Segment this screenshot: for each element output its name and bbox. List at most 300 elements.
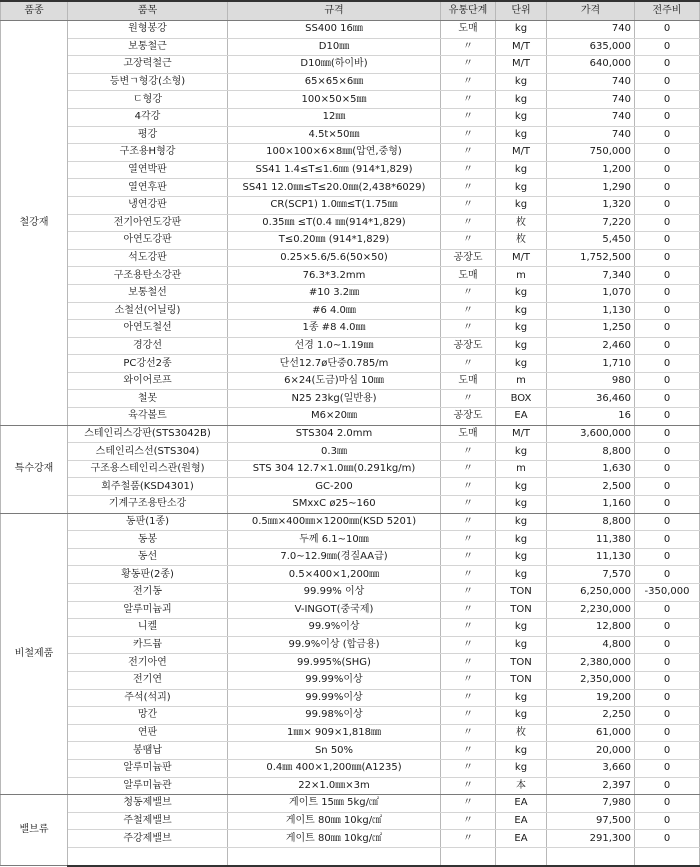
- item-spec: SS41 12.0㎜≤T≤20.0㎜(2,438*6029): [228, 179, 441, 197]
- item-price: 740: [547, 91, 635, 109]
- table-row: [1, 689, 700, 707]
- item-spec: 76.3*3.2mm: [228, 267, 441, 285]
- table-row: [1, 548, 700, 566]
- item-price: 635,000: [547, 38, 635, 56]
- item-price: 740: [547, 126, 635, 144]
- item-price: 2,500: [547, 478, 635, 496]
- item-name: 열연후판: [68, 179, 228, 197]
- item-unit: kg: [496, 21, 547, 39]
- item-unit: [496, 847, 547, 865]
- item-name: 카드뮴: [68, 636, 228, 654]
- item-price: 291,300: [547, 830, 635, 848]
- item-unit: kg: [496, 355, 547, 373]
- table-row: [1, 759, 700, 777]
- item-price: 3,600,000: [547, 425, 635, 443]
- table-row: [1, 108, 700, 126]
- item-spec: 100×100×6×8㎜(압연,중형): [228, 144, 441, 162]
- table-row: [1, 249, 700, 267]
- item-weekly-change: 0: [635, 566, 700, 584]
- item-weekly-change: 0: [635, 126, 700, 144]
- item-spec: 1종 #8 4.0㎜: [228, 320, 441, 338]
- item-price: 19,200: [547, 689, 635, 707]
- item-name: 동봉: [68, 531, 228, 549]
- item-distribution: 〃: [441, 566, 496, 584]
- header-row: [1, 1, 700, 21]
- item-distribution: 공장도: [441, 249, 496, 267]
- item-unit: kg: [496, 108, 547, 126]
- item-price: 7,980: [547, 795, 635, 813]
- item-distribution: 〃: [441, 478, 496, 496]
- item-distribution: 〃: [441, 619, 496, 637]
- item-name: 평강: [68, 126, 228, 144]
- item-price: 1,752,500: [547, 249, 635, 267]
- item-unit: kg: [496, 126, 547, 144]
- table-row: [1, 337, 700, 355]
- item-name: 전기아연도강판: [68, 214, 228, 232]
- table-row: [1, 284, 700, 302]
- item-unit: kg: [496, 284, 547, 302]
- item-distribution: 〃: [441, 144, 496, 162]
- item-distribution: 〃: [441, 232, 496, 250]
- item-distribution: 〃: [441, 214, 496, 232]
- item-unit: TON: [496, 671, 547, 689]
- item-distribution: 〃: [441, 601, 496, 619]
- table-row: [1, 513, 700, 531]
- table-row: [1, 267, 700, 285]
- item-name: 전기연: [68, 671, 228, 689]
- item-price: 7,220: [547, 214, 635, 232]
- item-price: 20,000: [547, 742, 635, 760]
- item-unit: kg: [496, 179, 547, 197]
- item-name: 전기아연: [68, 654, 228, 672]
- item-price: 1,290: [547, 179, 635, 197]
- table-row: [1, 161, 700, 179]
- table-row: [1, 232, 700, 250]
- item-weekly-change: 0: [635, 355, 700, 373]
- item-distribution: 〃: [441, 496, 496, 514]
- item-price: 740: [547, 108, 635, 126]
- item-unit: 枚: [496, 214, 547, 232]
- item-weekly-change: 0: [635, 56, 700, 74]
- item-spec: 99.99% 이상: [228, 584, 441, 602]
- item-spec: CR(SCP1) 1.0㎜≤T(1.75㎜: [228, 196, 441, 214]
- item-weekly-change: 0: [635, 812, 700, 830]
- table-row: [1, 302, 700, 320]
- item-spec: D10㎜(하이바): [228, 56, 441, 74]
- item-unit: TON: [496, 654, 547, 672]
- item-spec: 12㎜: [228, 108, 441, 126]
- item-spec: N25 23kg(일반용): [228, 390, 441, 408]
- item-weekly-change: 0: [635, 548, 700, 566]
- item-spec: 99.99%이상: [228, 689, 441, 707]
- item-weekly-change: 0: [635, 795, 700, 813]
- item-name: 원형봉강: [68, 21, 228, 39]
- item-name: 냉연강판: [68, 196, 228, 214]
- item-unit: kg: [496, 302, 547, 320]
- item-weekly-change: 0: [635, 531, 700, 549]
- table-row: [1, 126, 700, 144]
- item-distribution: 〃: [441, 108, 496, 126]
- item-spec: 99.9%이상 (합금용): [228, 636, 441, 654]
- item-spec: GC-200: [228, 478, 441, 496]
- item-name: 소철선(어닐링): [68, 302, 228, 320]
- item-spec: 선경 1.0∼1.19㎜: [228, 337, 441, 355]
- item-price: 16: [547, 408, 635, 426]
- table-row: [1, 654, 700, 672]
- item-spec: 1㎜× 909×1,818㎜: [228, 724, 441, 742]
- item-weekly-change: 0: [635, 408, 700, 426]
- item-weekly-change: 0: [635, 161, 700, 179]
- item-name: 알루미늄괴: [68, 601, 228, 619]
- price-table-body: [1, 21, 700, 866]
- item-distribution: 〃: [441, 284, 496, 302]
- item-unit: kg: [496, 320, 547, 338]
- header-item: 품목: [68, 1, 228, 21]
- item-weekly-change: 0: [635, 196, 700, 214]
- item-unit: kg: [496, 759, 547, 777]
- item-spec: 6×24(도금)마심 10㎜: [228, 372, 441, 390]
- item-price: 11,130: [547, 548, 635, 566]
- item-name: 동판(1종): [68, 513, 228, 531]
- table-row: [1, 724, 700, 742]
- item-spec: [228, 847, 441, 865]
- category-cell: 특수강재: [1, 425, 68, 513]
- item-weekly-change: 0: [635, 654, 700, 672]
- item-distribution: 〃: [441, 636, 496, 654]
- item-distribution: 〃: [441, 689, 496, 707]
- item-name: 등변ㄱ형강(소형): [68, 73, 228, 91]
- item-distribution: 〃: [441, 671, 496, 689]
- item-price: 7,340: [547, 267, 635, 285]
- item-name: 동선: [68, 548, 228, 566]
- item-unit: kg: [496, 689, 547, 707]
- item-weekly-change: 0: [635, 478, 700, 496]
- item-distribution: 〃: [441, 390, 496, 408]
- header-weekly-change: 전주비: [635, 1, 700, 21]
- item-weekly-change: 0: [635, 707, 700, 725]
- item-distribution: 〃: [441, 179, 496, 197]
- item-weekly-change: 0: [635, 443, 700, 461]
- item-price: 1,070: [547, 284, 635, 302]
- item-distribution: 도매: [441, 372, 496, 390]
- item-weekly-change: 0: [635, 320, 700, 338]
- item-weekly-change: 0: [635, 232, 700, 250]
- category-cell: 비철제품: [1, 513, 68, 795]
- item-spec: SS400 16㎜: [228, 21, 441, 39]
- item-weekly-change: 0: [635, 372, 700, 390]
- item-distribution: 〃: [441, 759, 496, 777]
- item-distribution: 〃: [441, 320, 496, 338]
- item-name: 주철제밸브: [68, 812, 228, 830]
- item-weekly-change: 0: [635, 671, 700, 689]
- item-price: 750,000: [547, 144, 635, 162]
- item-distribution: [441, 847, 496, 865]
- item-unit: M/T: [496, 425, 547, 443]
- table-row: [1, 443, 700, 461]
- item-name: 스테인리스선(STS304): [68, 443, 228, 461]
- table-row: [1, 372, 700, 390]
- item-spec: 65×65×6㎜: [228, 73, 441, 91]
- item-name: 알루미늄관: [68, 777, 228, 795]
- table-row: [1, 566, 700, 584]
- item-spec: 99.995%(SHG): [228, 654, 441, 672]
- item-weekly-change: 0: [635, 619, 700, 637]
- item-distribution: 〃: [441, 355, 496, 373]
- item-unit: 枚: [496, 724, 547, 742]
- item-spec: D10㎜: [228, 38, 441, 56]
- item-distribution: 〃: [441, 38, 496, 56]
- item-distribution: 〃: [441, 91, 496, 109]
- item-price: 1,250: [547, 320, 635, 338]
- item-unit: kg: [496, 707, 547, 725]
- table-row: [1, 144, 700, 162]
- item-spec: 99.9%이상: [228, 619, 441, 637]
- item-distribution: 〃: [441, 707, 496, 725]
- item-distribution: 〃: [441, 126, 496, 144]
- item-distribution: 공장도: [441, 337, 496, 355]
- item-spec: 게이트 15㎜ 5kg/㎠: [228, 795, 441, 813]
- item-weekly-change: 0: [635, 777, 700, 795]
- table-row: [1, 795, 700, 813]
- item-name: 구조용H형강: [68, 144, 228, 162]
- item-name: 경강선: [68, 337, 228, 355]
- item-distribution: 〃: [441, 724, 496, 742]
- item-price: 61,000: [547, 724, 635, 742]
- item-price: 1,130: [547, 302, 635, 320]
- item-price: 2,380,000: [547, 654, 635, 672]
- item-weekly-change: 0: [635, 425, 700, 443]
- item-price: 2,250: [547, 707, 635, 725]
- header-spec: 규격: [228, 1, 441, 21]
- item-name: PC강선2종: [68, 355, 228, 373]
- item-price: 3,660: [547, 759, 635, 777]
- item-distribution: 〃: [441, 443, 496, 461]
- item-price: 2,460: [547, 337, 635, 355]
- item-unit: kg: [496, 566, 547, 584]
- item-weekly-change: 0: [635, 759, 700, 777]
- item-name: 전기동: [68, 584, 228, 602]
- item-unit: kg: [496, 531, 547, 549]
- table-row: [1, 214, 700, 232]
- item-distribution: 〃: [441, 196, 496, 214]
- item-weekly-change: 0: [635, 73, 700, 91]
- item-distribution: 〃: [441, 777, 496, 795]
- item-name: 청동제밸브: [68, 795, 228, 813]
- item-price: 97,500: [547, 812, 635, 830]
- table-row: [1, 478, 700, 496]
- item-name: 와이어로프: [68, 372, 228, 390]
- item-unit: kg: [496, 478, 547, 496]
- item-unit: kg: [496, 337, 547, 355]
- item-unit: kg: [496, 619, 547, 637]
- table-row: [1, 777, 700, 795]
- item-price: [547, 847, 635, 865]
- item-spec: Sn 50%: [228, 742, 441, 760]
- item-unit: EA: [496, 408, 547, 426]
- item-price: 8,800: [547, 443, 635, 461]
- item-weekly-change: 0: [635, 108, 700, 126]
- item-spec: 22×1.0㎜×3m: [228, 777, 441, 795]
- header-price: 가격: [547, 1, 635, 21]
- table-row: [1, 847, 700, 865]
- item-name: [68, 847, 228, 865]
- header-unit: 단위: [496, 1, 547, 21]
- item-name: 알루미늄판: [68, 759, 228, 777]
- item-distribution: 〃: [441, 73, 496, 91]
- item-price: 1,320: [547, 196, 635, 214]
- item-price: 12,800: [547, 619, 635, 637]
- item-name: 망간: [68, 707, 228, 725]
- item-spec: 0.3㎜: [228, 443, 441, 461]
- table-row: [1, 179, 700, 197]
- item-spec: V-INGOT(중국제): [228, 601, 441, 619]
- item-weekly-change: 0: [635, 496, 700, 514]
- item-weekly-change: [635, 847, 700, 865]
- header-category: 품종: [1, 1, 68, 21]
- item-name: 아연도철선: [68, 320, 228, 338]
- item-unit: TON: [496, 584, 547, 602]
- item-price: 980: [547, 372, 635, 390]
- item-spec: 단선12.7ø단중0.785/m: [228, 355, 441, 373]
- table-row: [1, 390, 700, 408]
- item-name: 철못: [68, 390, 228, 408]
- table-row: [1, 671, 700, 689]
- item-weekly-change: 0: [635, 636, 700, 654]
- item-price: 740: [547, 73, 635, 91]
- item-weekly-change: 0: [635, 724, 700, 742]
- item-unit: kg: [496, 196, 547, 214]
- table-row: [1, 830, 700, 848]
- item-spec: 0.35㎜ ≤T(0.4 ㎜(914*1,829): [228, 214, 441, 232]
- item-distribution: 도매: [441, 425, 496, 443]
- item-spec: STS304 2.0mm: [228, 425, 441, 443]
- item-name: ㄷ형강: [68, 91, 228, 109]
- item-distribution: 〃: [441, 584, 496, 602]
- item-weekly-change: 0: [635, 689, 700, 707]
- item-weekly-change: 0: [635, 249, 700, 267]
- item-unit: 枚: [496, 232, 547, 250]
- item-weekly-change: 0: [635, 284, 700, 302]
- table-row: [1, 619, 700, 637]
- item-distribution: 〃: [441, 460, 496, 478]
- item-distribution: 〃: [441, 531, 496, 549]
- item-price: 2,350,000: [547, 671, 635, 689]
- table-row: [1, 38, 700, 56]
- table-row: [1, 742, 700, 760]
- item-price: 2,397: [547, 777, 635, 795]
- table-row: [1, 355, 700, 373]
- item-price: 640,000: [547, 56, 635, 74]
- item-spec: M6×20㎜: [228, 408, 441, 426]
- table-row: [1, 531, 700, 549]
- item-name: 보통철선: [68, 284, 228, 302]
- item-unit: m: [496, 460, 547, 478]
- item-name: 회주철품(KSD4301): [68, 478, 228, 496]
- item-unit: BOX: [496, 390, 547, 408]
- table-row: [1, 73, 700, 91]
- item-weekly-change: 0: [635, 601, 700, 619]
- item-unit: TON: [496, 601, 547, 619]
- item-weekly-change: 0: [635, 179, 700, 197]
- item-name: 스테인리스강판(STS3042B): [68, 425, 228, 443]
- item-price: 2,230,000: [547, 601, 635, 619]
- table-row: [1, 408, 700, 426]
- item-spec: STS 304 12.7×1.0㎜(0.291kg/m): [228, 460, 441, 478]
- item-price: 5,450: [547, 232, 635, 250]
- item-distribution: 〃: [441, 812, 496, 830]
- table-row: [1, 425, 700, 443]
- item-spec: 100×50×5㎜: [228, 91, 441, 109]
- table-row: [1, 56, 700, 74]
- table-row: [1, 460, 700, 478]
- item-weekly-change: 0: [635, 91, 700, 109]
- item-distribution: 〃: [441, 830, 496, 848]
- item-weekly-change: 0: [635, 390, 700, 408]
- item-name: 아연도강판: [68, 232, 228, 250]
- item-name: 육각볼트: [68, 408, 228, 426]
- item-weekly-change: 0: [635, 513, 700, 531]
- item-spec: 0.25×5.6/5.6(50×50): [228, 249, 441, 267]
- table-row: [1, 584, 700, 602]
- table-row: [1, 636, 700, 654]
- item-spec: 게이트 80㎜ 10kg/㎠: [228, 830, 441, 848]
- item-weekly-change: 0: [635, 214, 700, 232]
- item-distribution: 〃: [441, 161, 496, 179]
- item-unit: kg: [496, 742, 547, 760]
- item-distribution: 도매: [441, 267, 496, 285]
- item-unit: 本: [496, 777, 547, 795]
- item-price: 7,570: [547, 566, 635, 584]
- item-spec: 0.5㎜×400㎜×1200㎜(KSD 5201): [228, 513, 441, 531]
- item-name: 주석(석괴): [68, 689, 228, 707]
- category-cell: 밸브류: [1, 795, 68, 866]
- item-spec: 0.5×400×1,200㎜: [228, 566, 441, 584]
- item-spec: 게이트 80㎜ 10kg/㎠: [228, 812, 441, 830]
- item-name: 봉땜납: [68, 742, 228, 760]
- item-spec: #6 4.0㎜: [228, 302, 441, 320]
- table-row: [1, 601, 700, 619]
- item-weekly-change: 0: [635, 830, 700, 848]
- category-cell: 철강재: [1, 21, 68, 426]
- item-name: 고장력철근: [68, 56, 228, 74]
- item-name: 기계구조용탄소강: [68, 496, 228, 514]
- item-spec: T≤0.20㎜ (914*1,829): [228, 232, 441, 250]
- table-row: [1, 812, 700, 830]
- table-row: [1, 21, 700, 39]
- item-weekly-change: 0: [635, 302, 700, 320]
- item-price: 11,380: [547, 531, 635, 549]
- item-price: 4,800: [547, 636, 635, 654]
- item-weekly-change: 0: [635, 38, 700, 56]
- item-spec: 99.99%이상: [228, 671, 441, 689]
- item-unit: M/T: [496, 38, 547, 56]
- item-spec: 0.4㎜ 400×1,200㎜(A1235): [228, 759, 441, 777]
- item-price: 6,250,000: [547, 584, 635, 602]
- item-name: 열연박판: [68, 161, 228, 179]
- item-distribution: 〃: [441, 742, 496, 760]
- item-weekly-change: 0: [635, 460, 700, 478]
- item-weekly-change: 0: [635, 742, 700, 760]
- item-name: 주강제밸브: [68, 830, 228, 848]
- item-spec: SS41 1.4≤T≤1.6㎜ (914*1,829): [228, 161, 441, 179]
- item-unit: kg: [496, 496, 547, 514]
- table-row: [1, 91, 700, 109]
- item-name: 구조용탄소강관: [68, 267, 228, 285]
- item-spec: SMxxC ø25∼160: [228, 496, 441, 514]
- item-name: 석도강판: [68, 249, 228, 267]
- item-price: 8,800: [547, 513, 635, 531]
- item-unit: kg: [496, 443, 547, 461]
